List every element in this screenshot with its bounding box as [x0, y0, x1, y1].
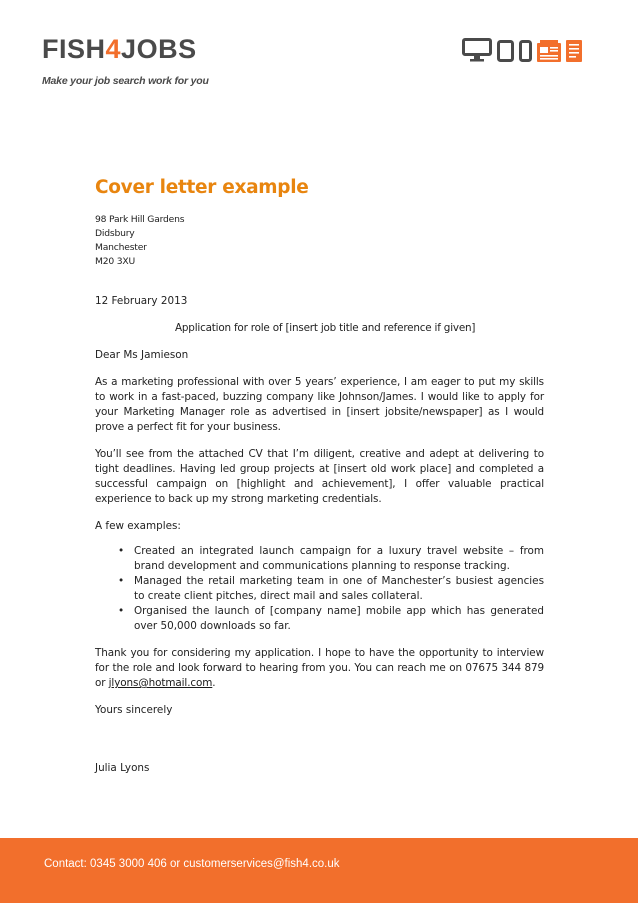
sender-address [95, 213, 544, 269]
newspaper-icon [537, 40, 561, 62]
bullet-icon: • [118, 605, 125, 617]
document-icon [566, 40, 582, 62]
sign-off: Yours sincerely [95, 704, 173, 716]
letter-date: 12 February 2013 [95, 295, 188, 307]
salutation: Dear Ms Jamieson [95, 349, 189, 361]
examples-list [95, 544, 544, 634]
footer-contact: Contact: 0345 3000 406 or customerservices@fish4.co.uk [44, 858, 340, 870]
signature-name: Julia Lyons [95, 762, 150, 774]
monitor-icon [462, 38, 492, 62]
device-icons [462, 38, 582, 62]
address-line: 98 Park Hill Gardens [95, 214, 185, 225]
tagline: Make your job search work for you [42, 75, 209, 87]
cover-letter [95, 177, 544, 776]
bullet-icon: • [118, 545, 125, 557]
page-header [0, 0, 638, 100]
list-item: • Created an integrated launch campaign for a luxury travel website – from brand development and communications planning to response tracking. [118, 545, 544, 572]
list-item: • Managed the retail marketing team in one of Manchester’s busiest agencies to create client pitches, direct mail and sales collateral. [118, 575, 544, 602]
address-line: Didsbury [95, 228, 135, 239]
letter-subject: Application for role of [insert job title and reference if given] [175, 322, 476, 334]
phone-icon [519, 40, 532, 62]
address-line: Manchester [95, 242, 147, 253]
paragraph-intro: As a marketing professional with over 5 years’ experience, I am eager to put my skills to work in a fast-paced, buzzing company like Johnson/James. I would like to apply for your Marketing Manager role as advertised in [insert jobsite/newspaper] as I would prove a perfect fit for your business. [95, 376, 544, 433]
contact-footer [0, 838, 638, 903]
email-link[interactable]: jlyons@hotmail.com [108, 677, 213, 689]
paragraph-closing: Thank you for considering my application. I hope to have the opportunity to interview for the role and look forward to hearing from you. You can reach me on 07675 344 879 or jlyons@hotmail.com. [95, 647, 544, 689]
paragraph-experience: You’ll see from the attached CV that I’m diligent, creative and adept at delivering to tight deadlines. Having led group projects at [insert old work place] and completed a successful campaign on [highlight and achievement], I offer valuable practical experience to back up my strong marketing credentials. [95, 448, 544, 505]
address-line: M20 3XU [95, 256, 136, 267]
bullet-icon: • [118, 575, 125, 587]
fish4jobs-logo: FISH4JOBS [42, 34, 197, 64]
tablet-icon [497, 40, 514, 62]
list-item: • Organised the launch of [company name] mobile app which has generated over 50,000 downloads so far. [118, 605, 544, 632]
letter-title: Cover letter example [95, 177, 309, 198]
examples-label: A few examples: [95, 520, 181, 532]
